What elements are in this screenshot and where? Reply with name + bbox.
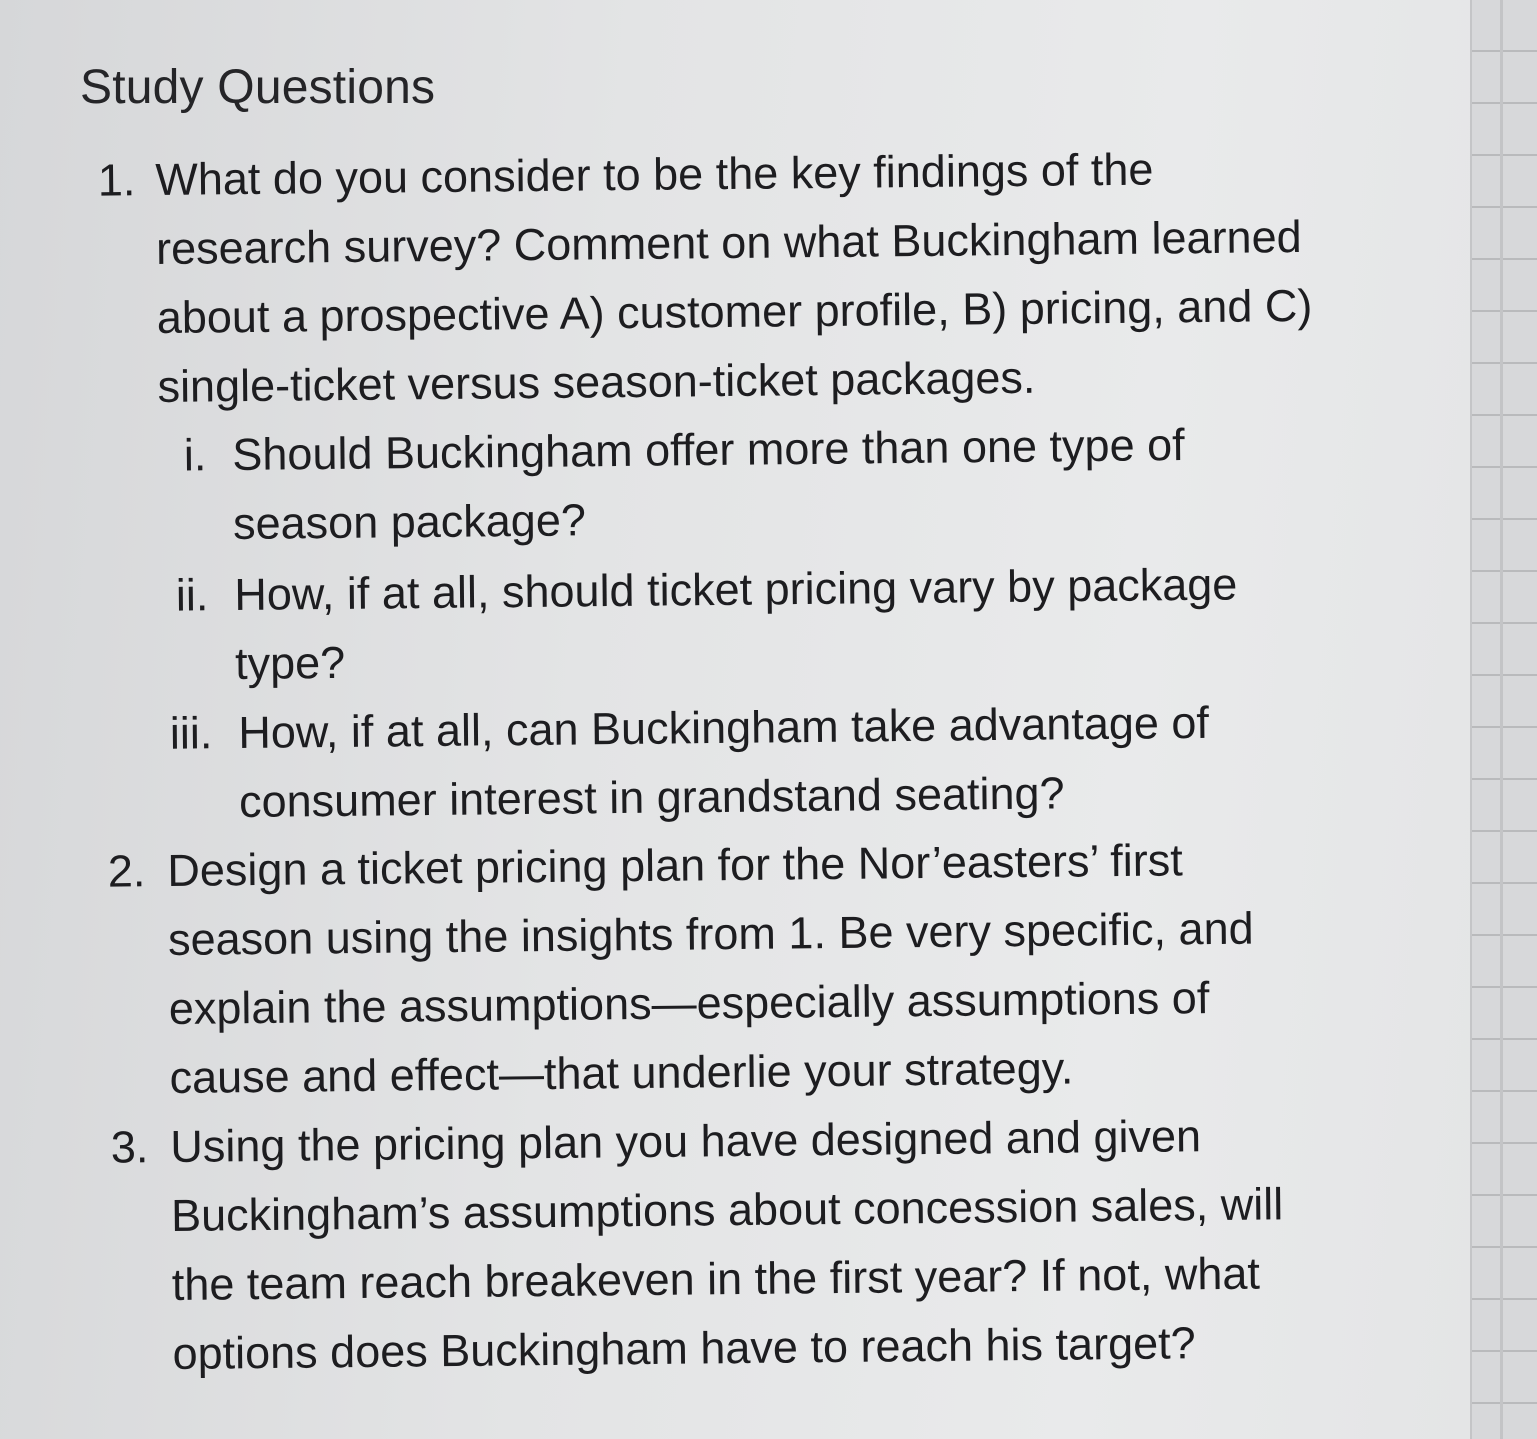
page-edge-divider <box>1500 0 1503 1439</box>
question-number: 3. <box>110 1121 149 1173</box>
subitem-number: i. <box>183 429 207 481</box>
question-number: 1. <box>97 154 136 206</box>
question-1 <box>97 133 1338 421</box>
question-3 <box>110 1100 1353 1388</box>
question-text: Using the pricing plan you have designed and given Buckingham’s assumptions about concession sales, will the team reach breakeven in the first year? If not, what options does Buckingham have to reach his target? <box>170 1110 1284 1379</box>
subitem-text: How, if at all, should ticket pricing vary by package type? <box>234 558 1238 689</box>
subitem-text: How, if at all, can Buckingham take advantage of consumer interest in grandstand seating? <box>238 696 1210 827</box>
background-lined-page <box>1470 0 1537 1439</box>
question-1-subitem-ii <box>175 549 1285 698</box>
question-number: 2. <box>107 845 146 897</box>
question-1-subitem-iii <box>169 688 1219 836</box>
question-1-subitem-i <box>183 409 1243 558</box>
subitem-number: iii. <box>169 707 213 759</box>
question-text: Design a ticket pricing plan for the Nor’easters’ first season using the insights from 1. Be very specific, and explain the assumptions—especially assumptions of cause and effect—that underlie your strategy. <box>167 834 1254 1103</box>
question-2 <box>107 824 1310 1112</box>
page-title: Study Questions <box>80 61 436 114</box>
subitem-number: ii. <box>175 569 209 621</box>
subitem-text: Should Buckingham offer more than one type of season package? <box>232 419 1185 549</box>
question-text: What do you consider to be the key findings of the research survey? Comment on what Buckingham learned about a prospective A) customer profile, B) pricing, and C) single-ticket versus season-ticket packages. <box>155 143 1313 412</box>
